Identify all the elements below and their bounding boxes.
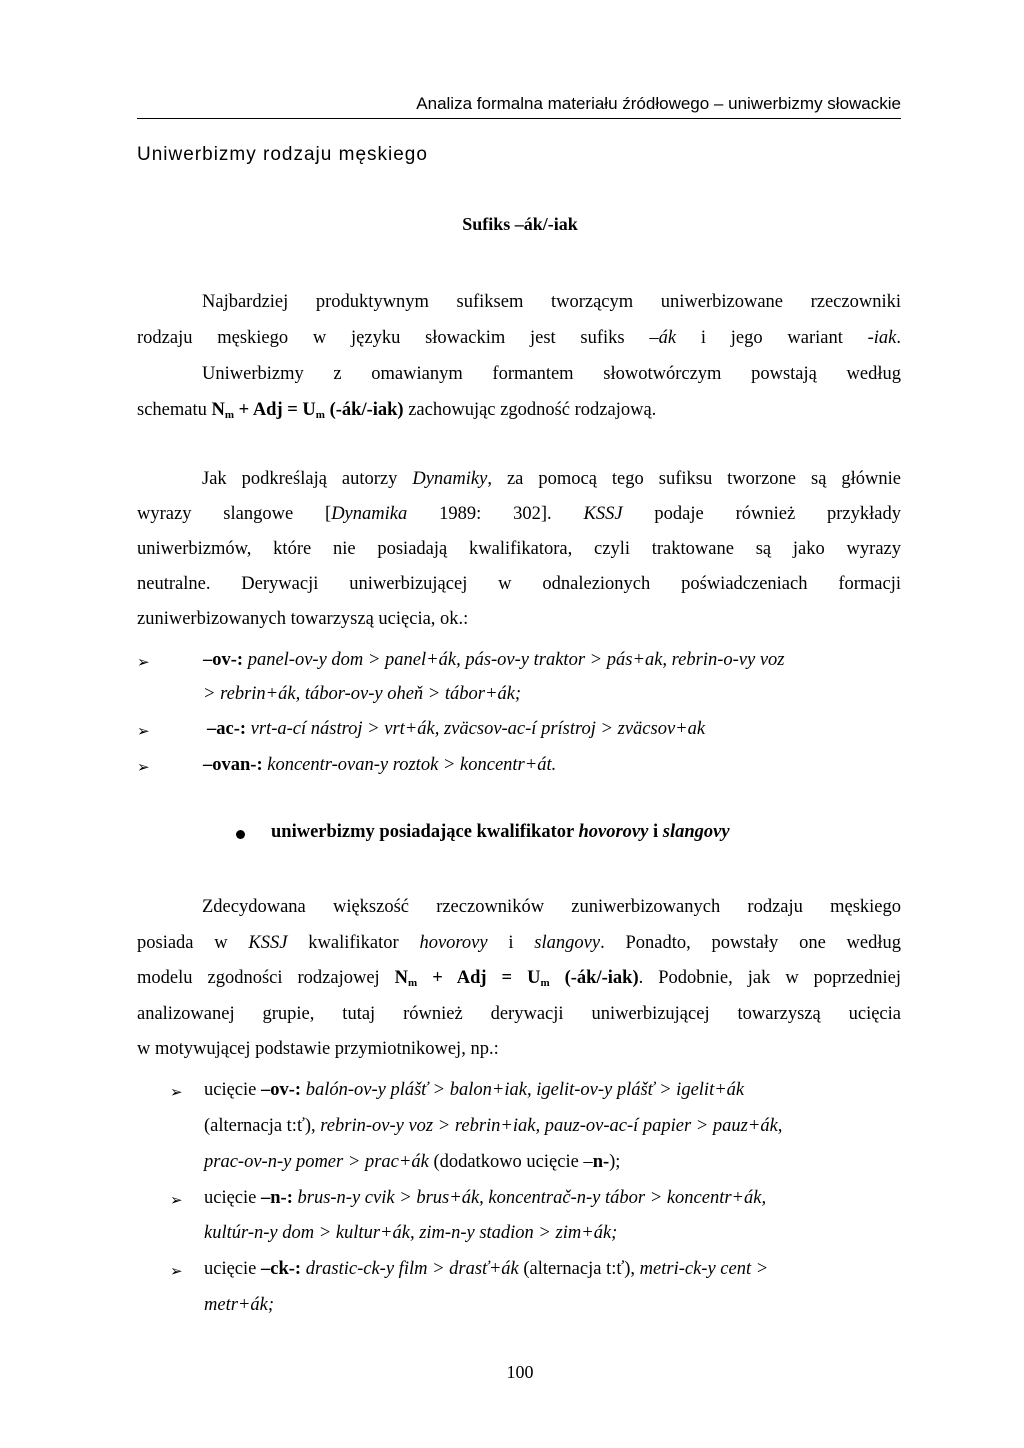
formula-n: N bbox=[211, 400, 225, 420]
bullet-heading-text: uniwerbizmy posiadające kwalifikator bbox=[271, 822, 579, 842]
list1-suffix: –ac-: bbox=[207, 719, 247, 739]
page-number bbox=[0, 1362, 1024, 1383]
p3-text: modelu zgodności rodzajowej bbox=[137, 968, 395, 988]
p2-line-3: uniwerbizmów, które nie posiadają kwalifikatora, czyli traktowane są jako wyrazy bbox=[137, 539, 901, 559]
section-heading-text: Sufiks –ák/-iak bbox=[462, 214, 578, 234]
p3-text: kwalifikator bbox=[287, 932, 420, 953]
arrow-bullet-icon: ➢ bbox=[170, 1193, 183, 1209]
list2-example: drastic-ck-y film > drasť+ák bbox=[301, 1259, 519, 1279]
p1-line-3: Uniwerbizmy z omawianym formantem słowotwórczym powstają według bbox=[202, 364, 901, 384]
section-heading bbox=[0, 214, 1024, 235]
bullet-heading-hovorovy: hovorovy bbox=[578, 822, 649, 842]
arrow-bullet-icon: ➢ bbox=[137, 724, 150, 740]
p1-text: zachowując zgodność rodzajową. bbox=[403, 400, 657, 420]
p2-line-5: zuniwerbizowanych towarzyszą ucięcia, ok.: bbox=[137, 609, 469, 629]
source-kssj: KSSJ bbox=[583, 504, 623, 524]
arrow-bullet-icon: ➢ bbox=[137, 760, 150, 776]
list2-example: balón-ov-y plášť > balon+iak, igelit-ov-y plášť > igelit+ák bbox=[301, 1080, 745, 1100]
list1-example: panel-ov-y dom > panel+ák, pás-ov-y traktor > pás+ak, rebrin-o-vy voz bbox=[243, 650, 785, 670]
list2-suffix: –ov-: bbox=[261, 1080, 302, 1100]
p2-text: Jak podkreślają autorzy bbox=[202, 469, 413, 489]
p2-text: , za pomocą tego sufiksu tworzone są głównie bbox=[487, 469, 901, 489]
formula bbox=[395, 968, 639, 988]
list2-item-1-line-2 bbox=[204, 1113, 782, 1139]
p1-line-2 bbox=[137, 320, 901, 356]
list1-item-1 bbox=[203, 647, 785, 673]
chapter-title: Uniwerbizmy rodzaju męskiego bbox=[137, 144, 428, 165]
p3-line-1: Zdecydowana większość rzeczowników zuniwerbizowanych rodzaju męskiego bbox=[202, 897, 901, 917]
list2-example: kultúr-n-y dom > kultur+ák, zim-n-y stadion > zim+ák; bbox=[204, 1223, 618, 1243]
p3-line-3 bbox=[137, 961, 901, 997]
qualifier-slangovy: slangovy bbox=[534, 932, 601, 953]
paragraph-3 bbox=[137, 890, 901, 1068]
list2-item-3 bbox=[204, 1256, 768, 1282]
p3-text: . Podobnie, jak w poprzedniej bbox=[638, 968, 902, 988]
p1-line-4 bbox=[137, 392, 901, 428]
formula bbox=[212, 400, 404, 420]
list1-example: vrt-a-cí nástroj > vrt+ák, zväcsov-ac-í prístroj > zväcsov+ak bbox=[246, 719, 706, 739]
p1-text: schematu bbox=[137, 400, 212, 420]
bullet-heading bbox=[271, 822, 730, 843]
list1-item-1-cont bbox=[203, 681, 521, 707]
list1-suffix: –ov-: bbox=[203, 650, 244, 670]
page-number-text: 100 bbox=[506, 1362, 534, 1382]
list2-text: ); bbox=[609, 1152, 621, 1172]
formula-sub: m bbox=[224, 409, 235, 421]
arrow-bullet-icon: ➢ bbox=[137, 655, 150, 671]
p2-text: wyrazy slangowe [ bbox=[137, 504, 332, 524]
list2-item-2 bbox=[204, 1185, 766, 1211]
p2-line-2 bbox=[137, 497, 901, 532]
source-kssj: KSSJ bbox=[248, 932, 288, 953]
formula-sub: m bbox=[540, 977, 550, 989]
p1-suffix-ak: –ák bbox=[649, 328, 677, 348]
p1-text: . bbox=[896, 328, 901, 348]
list2-item-3-line-2 bbox=[204, 1292, 274, 1318]
p1-suffix-iak: -iak bbox=[867, 328, 897, 348]
list1-example: koncentr-ovan-y roztok > koncentr+át. bbox=[262, 755, 557, 775]
list1-item-3 bbox=[203, 752, 556, 778]
p3-line-2 bbox=[137, 926, 901, 962]
formula-sub: m bbox=[315, 409, 325, 421]
list2-example: metri-ck-y cent > bbox=[639, 1259, 769, 1279]
list2-example: metr+ák; bbox=[204, 1295, 275, 1315]
source-dynamiky: Dynamiky bbox=[412, 469, 488, 489]
formula-suffix: (-ák/-iak) bbox=[549, 968, 639, 988]
formula-n: N bbox=[394, 968, 409, 988]
p1-text: i jego wariant bbox=[676, 328, 868, 348]
list1-example: > rebrin+ák, tábor-ov-y oheň > tábor+ák; bbox=[203, 684, 522, 704]
p1-text: rodzaju męskiego w języku słowackim jest sufiks bbox=[137, 328, 650, 348]
bullet-heading-slangovy: slangovy bbox=[662, 822, 730, 842]
list2-example: prac-ov-n-y pomer > prac+ák bbox=[204, 1152, 429, 1172]
p2-line-4: neutralne. Derywacji uniwerbizującej w odnalezionych poświadczeniach formacji bbox=[137, 574, 901, 594]
list1-item-2 bbox=[207, 716, 705, 742]
list2-suffix: n- bbox=[592, 1152, 610, 1172]
p3-text: posiada w bbox=[137, 932, 249, 953]
p3-line-4: analizowanej grupie, tutaj również derywacji uniwerbizującej towarzyszą ucięcia bbox=[137, 1003, 901, 1024]
list2-example: rebrin-ov-y voz > rebrin+iak, pauz-ov-ac-í papier > pauz+ák, bbox=[320, 1116, 783, 1136]
list2-prefix: ucięcie bbox=[204, 1188, 261, 1208]
list1-suffix: –ovan-: bbox=[203, 755, 263, 775]
bullet-dot-icon bbox=[236, 830, 245, 839]
list2-example: brus-n-y cvik > brus+ák, koncentrač-n-y tábor > koncentr+ák, bbox=[292, 1188, 767, 1208]
formula-mid: + Adj = U bbox=[234, 400, 316, 420]
paragraph-1 bbox=[137, 284, 901, 428]
p2-text: 1989: 302]. bbox=[407, 504, 584, 524]
list2-item-1-line-3 bbox=[204, 1149, 620, 1175]
p3-line-5: w motywującej podstawie przymiotnikowej, np.: bbox=[137, 1039, 499, 1059]
p3-text: . Ponadto, powstały one według bbox=[600, 932, 902, 953]
formula-mid: + Adj = U bbox=[417, 968, 541, 988]
p2-line-1 bbox=[137, 462, 901, 497]
p3-text: i bbox=[487, 932, 535, 953]
list2-item-1 bbox=[204, 1077, 744, 1103]
arrow-bullet-icon: ➢ bbox=[170, 1264, 183, 1280]
list2-prefix: ucięcie bbox=[204, 1259, 261, 1279]
list2-text: (alternacja t:ť), bbox=[518, 1259, 640, 1279]
running-header: Analiza formalna materiału źródłowego – uniwerbizmy słowackie bbox=[137, 92, 901, 119]
p1-line-1: Najbardziej produktywnym sufiksem tworzącym uniwerbizowane rzeczowniki bbox=[202, 292, 901, 312]
p2-text: podaje również przykłady bbox=[622, 504, 901, 524]
list2-suffix: –n-: bbox=[261, 1188, 293, 1208]
list2-suffix: –ck-: bbox=[261, 1259, 302, 1279]
formula-sub: m bbox=[408, 977, 418, 989]
list2-text: (alternacja t:ť), bbox=[204, 1116, 321, 1136]
formula-suffix: (-ák/-iak) bbox=[324, 400, 404, 420]
list2-text: (dodatkowo ucięcie – bbox=[428, 1152, 593, 1172]
source-dynamika: Dynamika bbox=[331, 504, 408, 524]
list2-prefix: ucięcie bbox=[204, 1080, 261, 1100]
bullet-heading-text: i bbox=[648, 822, 663, 842]
qualifier-hovorovy: hovorovy bbox=[419, 932, 488, 953]
list2-item-2-line-2 bbox=[204, 1220, 617, 1246]
arrow-bullet-icon: ➢ bbox=[170, 1085, 183, 1101]
paragraph-2 bbox=[137, 462, 901, 637]
